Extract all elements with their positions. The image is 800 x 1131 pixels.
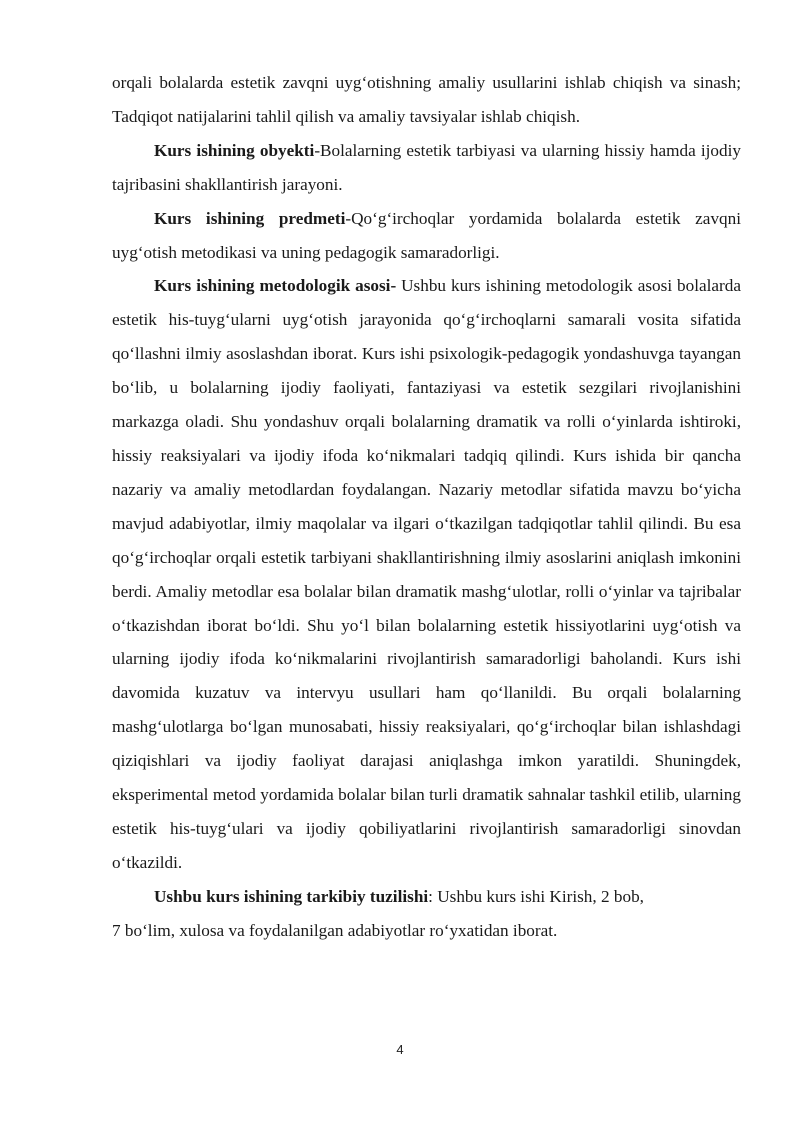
paragraph-text: -Bolalarning estetik tarbiyasi va ularning hissiy hamda ijodiy tajribasini shakllantirish jarayoni.: [112, 140, 741, 194]
paragraph-text: : Ushbu kurs ishi Kirish, 2 bob,: [428, 886, 644, 906]
page-number: 4: [396, 1042, 404, 1057]
paragraph-subject: [112, 202, 741, 270]
body-text: [112, 66, 741, 948]
paragraph-text: orqali bolalarda estetik zavqni uyg‘otishning amaliy usullarini ishlab chiqish va sinash; Tadqiqot natijalarini tahlil qilish va amaliy tavsiyalar ishlab chiqish.: [112, 73, 741, 126]
paragraph-lead: Kurs ishining predmeti: [154, 208, 346, 228]
paragraph-methodology: [112, 269, 741, 879]
paragraph-lead: Kurs ishining metodologik asosi-: [154, 276, 397, 296]
paragraph-text: -Qo‘g‘irchoqlar yordamida bolalarda estetik zavqni uyg‘otish metodikasi va uning pedagogik samaradorligi.: [112, 208, 741, 262]
paragraph-structure: [112, 880, 741, 914]
paragraph-lead: Ushbu kurs ishining tarkibiy tuzilishi: [154, 886, 429, 906]
paragraph-text: Ushbu kurs ishining metodologik asosi bolalarda estetik his-tuyg‘ularni uyg‘otish jarayonida qo‘g‘irchoqlarni samarali vosita sifatida qo‘llashni ilmiy asoslashdan iborat. Kurs ishi psixologik-pedagogik yondashuvga tayangan bo‘lib, u bolalarning ijodiy faoliyati, fantaziyasi va estetik sezgilari rivojlanishini markazga oladi. Shu yondashuv orqali bolalarning dramatik va rolli o‘yinlarda ishtiroki, hissiy reaksiyalari va ijodiy ifoda ko‘nikmalari tadqiq qilindi. Kurs ishida bir qancha nazariy va amaliy metodlardan foydalangan. Nazariy metodlar sifatida mavzu bo‘yicha mavjud adabiyotlar, ilmiy maqolalar va ilgari o‘tkazilgan tadqiqotlar tahlil qilindi. Bu esa qo‘g‘irchoqlar orqali estetik tarbiyani shakllantirishning ilmiy asoslarini aniqlash imkonini berdi. Amaliy metodlar esa bolalar bilan dramatik mashg‘ulotlar, rolli o‘yinlar va tajribalar o‘tkazishdan iborat bo‘ldi. Shu yo‘l bilan bolalarning estetik hissiyotlarini uyg‘otish va ularning ijodiy ifoda ko‘nikmalarini rivojlantirish samaradorligi baholandi. Kurs ishi davomida kuzatuv va intervyu usullari ham qo‘llanildi. Bu orqali bolalarning mashg‘ulotlarga bo‘lgan munosabati, hissiy reaksiyalari, qo‘g‘irchoqlar bilan ishlashdagi qiziqishlari va ijodiy faoliyat darajasi aniqlashga imkon yaratildi. Shuningdek, eksperimental metod yordamida bolalar bilan turli dramatik sahnalar tashkil etilib, ularning estetik his-tuyg‘ulari va ijodiy qobiliyatlarini rivojlantirish samaradorligi sinovdan o‘tkazildi.: [112, 276, 742, 872]
paragraph-continuation: [112, 66, 741, 134]
paragraph-lead: Kurs ishining obyekti: [154, 140, 315, 160]
paragraph-structure-line2: [112, 914, 741, 948]
paragraph-text: 7 bo‘lim, xulosa va foydalanilgan adabiyotlar ro‘yxatidan iborat.: [112, 920, 558, 940]
paragraph-object: [112, 134, 741, 202]
